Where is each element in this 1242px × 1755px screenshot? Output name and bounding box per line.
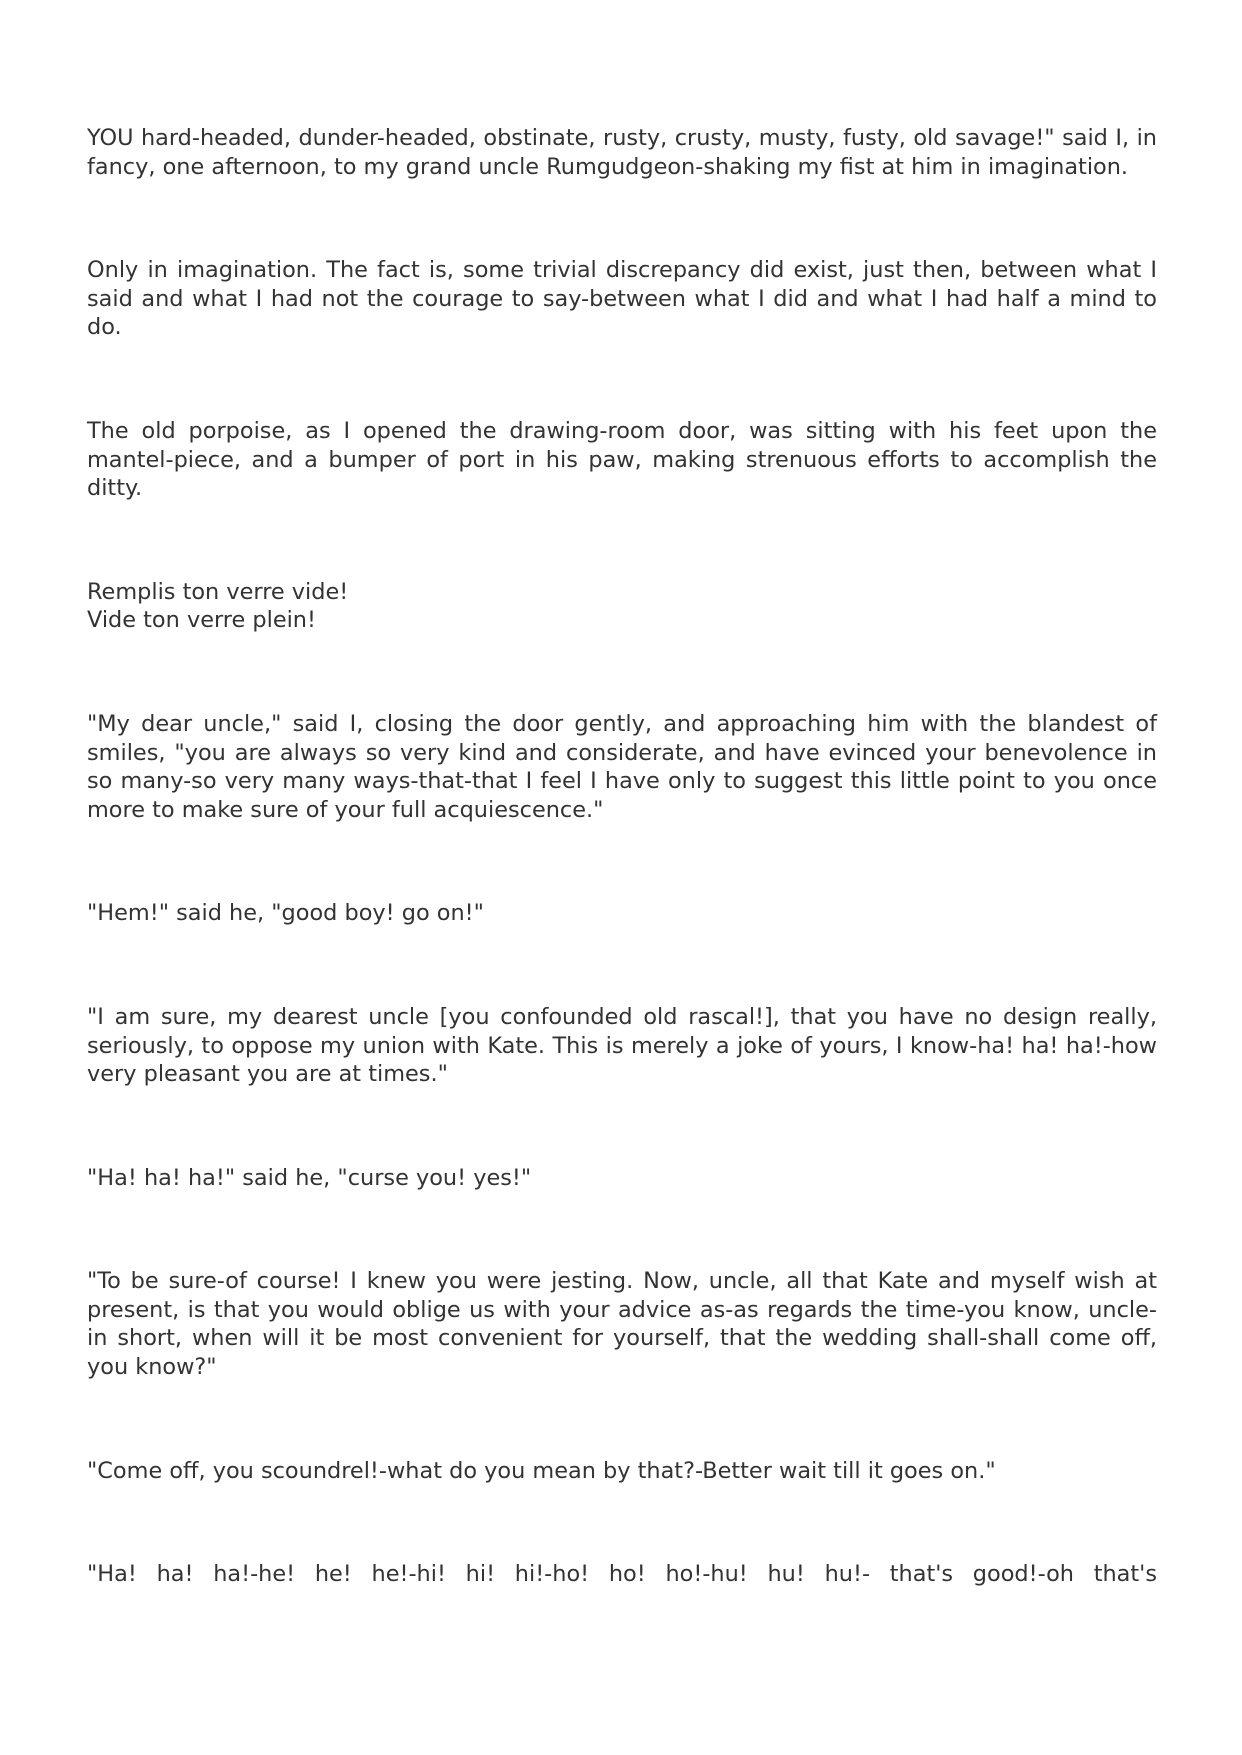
paragraph: "To be sure-of course! I knew you were jesting. Now, uncle, all that Kate and myself wish at present, is that you would oblige us with your advice as-as regards the time-you know, uncle-in short, when will it be most convenient for yourself, that the wedding shall-shall come off, you know?"	[87, 1268, 1157, 1381]
document-body	[87, 124, 1157, 1589]
paragraph: "Come off, you scoundrel!-what do you mean by that?-Better wait till it goes on."	[87, 1457, 996, 1484]
paragraph: "I am sure, my dearest uncle [you confounded old rascal!], that you have no design really, seriously, to oppose my union with Kate. This is merely a joke of yours, I know-ha! ha! ha!-how very pleasant you are at times."	[87, 1003, 1157, 1088]
verse-line: Vide ton verre plein!	[87, 607, 316, 634]
verse-line: Remplis ton verre vide!	[87, 578, 349, 605]
paragraph: Only in imagination. The fact is, some trivial discrepancy did exist, just then, between what I said and what I had not the courage to say-between what I did and what I had half a mind to do.	[87, 257, 1157, 341]
verse-block	[87, 578, 1157, 635]
paragraph: "My dear uncle," said I, closing the door gently, and approaching him with the blandest of smiles, "you are always so very kind and considerate, and have evinced your benevolence in so many-so very many ways-that-that I feel I have only to suggest this little point to you once more to make sure of your full acquiescence."	[87, 710, 1157, 823]
paragraph: "Hem!" said he, "good boy! go on!"	[87, 900, 484, 927]
paragraph: YOU hard-headed, dunder-headed, obstinate, rusty, crusty, musty, fusty, old savage!" said I, in fancy, one afternoon, to my grand uncle Rumgudgeon-shaking my fist at him in imagination.	[87, 125, 1157, 180]
paragraph: "Ha! ha! ha!" said he, "curse you! yes!"	[87, 1164, 532, 1191]
paragraph: The old porpoise, as I opened the drawing-room door, was sitting with his feet upon the mantel-piece, and a bumper of port in his paw, making strenuous efforts to accomplish the ditty.	[87, 417, 1157, 502]
paragraph-continued: "Ha! ha! ha!-he! he! he!-hi! hi! hi!-ho! ho! ho!-hu! hu! hu!- that's good!-oh that's	[87, 1561, 1157, 1588]
